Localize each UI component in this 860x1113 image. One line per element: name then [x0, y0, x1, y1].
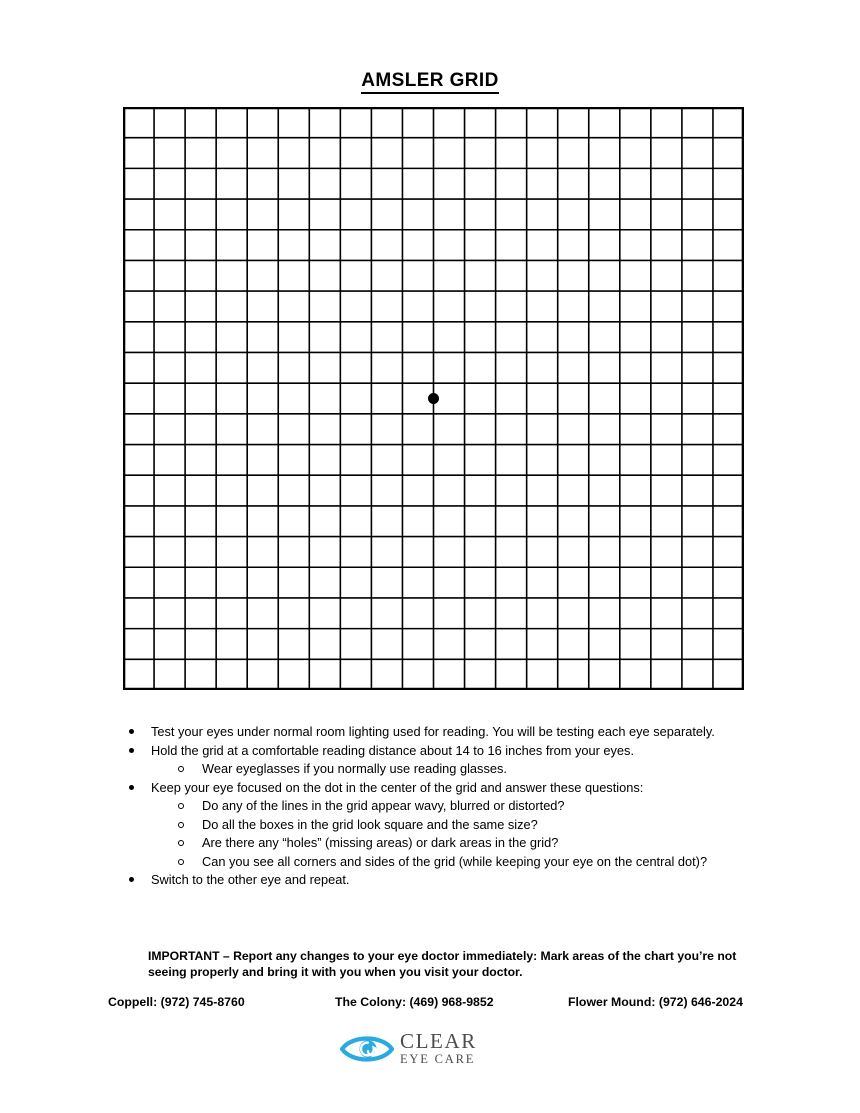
brand-logo	[340, 1030, 520, 1072]
clinic-locations	[100, 995, 760, 1013]
instruction-subitem	[124, 760, 784, 779]
instruction-item	[124, 742, 784, 761]
instruction-subitem	[124, 816, 784, 835]
bullet-disc-icon	[129, 785, 134, 790]
page-title	[0, 70, 860, 92]
instruction-subitem	[124, 834, 784, 853]
instruction-subtext: Can you see all corners and sides of the grid (while keeping your eye on the central dot)?	[202, 853, 708, 869]
instruction-text: Switch to the other eye and repeat.	[151, 872, 350, 887]
amsler-grid-svg	[123, 107, 744, 690]
amsler-grid	[123, 107, 744, 690]
important-note: IMPORTANT – Report any changes to your eye doctor immediately: Mark areas of the chart you’re not seeing properly and bring it with you when you visit your doctor.	[148, 949, 737, 979]
brand-wordmark	[400, 1030, 477, 1066]
bullet-circle-icon	[178, 822, 184, 828]
bullet-disc-icon	[129, 877, 134, 882]
instruction-subtext: Do any of the lines in the grid appear wavy, blurred or distorted?	[202, 798, 565, 813]
location-coppell: Coppell: (972) 745-8760	[108, 995, 245, 1009]
bullet-circle-icon	[178, 803, 184, 809]
instruction-item	[124, 871, 784, 890]
instructions-list	[124, 723, 784, 890]
brand-name-primary: CLEAR	[400, 1029, 477, 1053]
page-title-text: AMSLER GRID	[361, 70, 498, 94]
instruction-subtext: Do all the boxes in the grid look square and the same size?	[202, 816, 538, 832]
bullet-circle-icon	[178, 766, 184, 772]
instruction-subitem	[124, 853, 784, 872]
instruction-text: Keep your eye focused on the dot in the center of the grid and answer these questions:	[151, 779, 644, 795]
instruction-subtext: Wear eyeglasses if you normally use reading glasses.	[202, 761, 507, 776]
location-flower-mound: Flower Mound: (972) 646-2024	[568, 995, 743, 1009]
brand-name-secondary: EYE CARE	[400, 1052, 476, 1066]
bullet-circle-icon	[178, 859, 184, 865]
bullet-disc-icon	[129, 729, 134, 734]
bullet-disc-icon	[129, 748, 134, 753]
bullet-circle-icon	[178, 840, 184, 846]
eye-icon-svg	[340, 1032, 394, 1066]
location-the-colony: The Colony: (469) 968-9852	[335, 995, 494, 1009]
instruction-text: Test your eyes under normal room lighting used for reading. You will be testing each eye separately.	[151, 724, 715, 739]
central-fixation-dot	[428, 393, 439, 404]
instruction-item	[124, 723, 784, 742]
instruction-subtext: Are there any “holes” (missing areas) or dark areas in the grid?	[202, 835, 559, 850]
instruction-text: Hold the grid at a comfortable reading distance about 14 to 16 inches from your eyes.	[151, 742, 635, 758]
eye-icon	[340, 1032, 394, 1066]
instruction-item	[124, 779, 784, 798]
instruction-subitem	[124, 797, 784, 816]
